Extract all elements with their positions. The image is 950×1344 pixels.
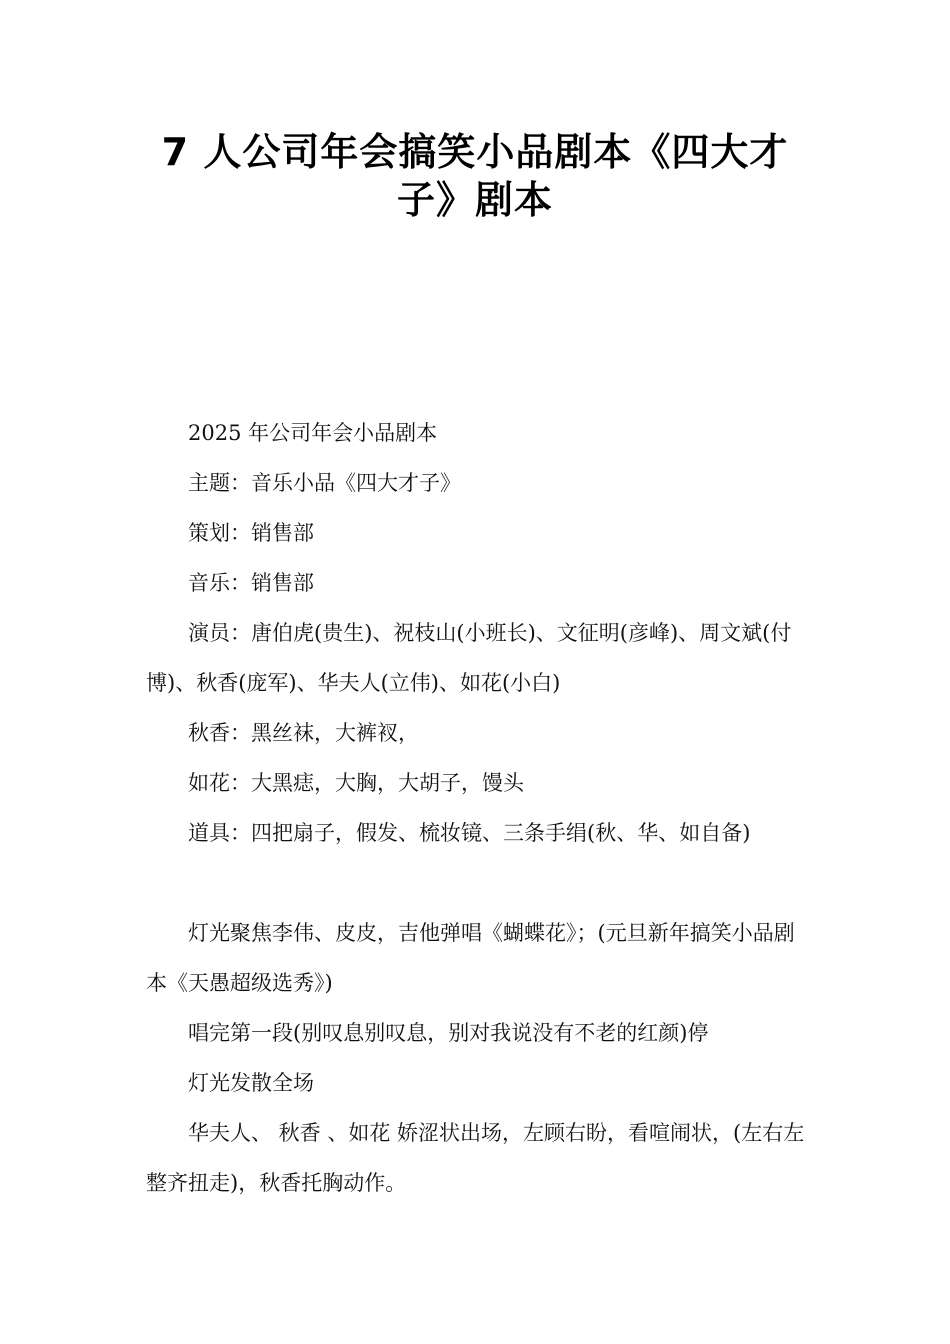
paragraph-cast: 演员：唐伯虎(贵生)、祝枝山(小班长)、文征明(彦峰)、周文斌(付博)、秋香(庞军)、华夫人(立伟)、如花(小白): [146, 621, 792, 695]
document-body: [146, 408, 806, 1208]
paragraph-lighting: 灯光聚焦李伟、皮皮，吉他弹唱《蝴蝶花》；(元旦新年搞笑小品剧本《天愚超级选秀》): [146, 921, 795, 995]
blank-line: [146, 858, 806, 908]
paragraph-entrance: 华夫人、 秋香 、如花 娇涩状出场，左顾右盼，看喧闹状，(左右左整齐扭走)，秋香托胸动作。: [146, 1121, 805, 1195]
paragraph-qiuxiang: 秋香：黑丝袜，大裤衩，: [188, 721, 419, 745]
paragraph-music: 音乐：销售部: [188, 571, 314, 595]
paragraph-year: 2025 年公司年会小品剧本: [188, 421, 438, 445]
paragraph-theme: 主题：音乐小品《四大才子》: [188, 471, 461, 495]
title-line-2: 子》剧本: [396, 178, 553, 222]
title-line-1: 7 人公司年会搞笑小品剧本《四大才: [161, 130, 789, 174]
paragraph-props: 道具：四把扇子，假发、梳妆镜、三条手绢(秋、华、如自备): [188, 821, 751, 845]
paragraph-light-scatter: 灯光发散全场: [188, 1071, 314, 1095]
document-title: [150, 128, 800, 224]
paragraph-planning: 策划：销售部: [188, 521, 314, 545]
paragraph-ruhua: 如花：大黑痣，大胸，大胡子，馒头: [188, 771, 524, 795]
paragraph-first-verse: 唱完第一段(别叹息别叹息，别对我说没有不老的红颜)停: [188, 1021, 709, 1045]
